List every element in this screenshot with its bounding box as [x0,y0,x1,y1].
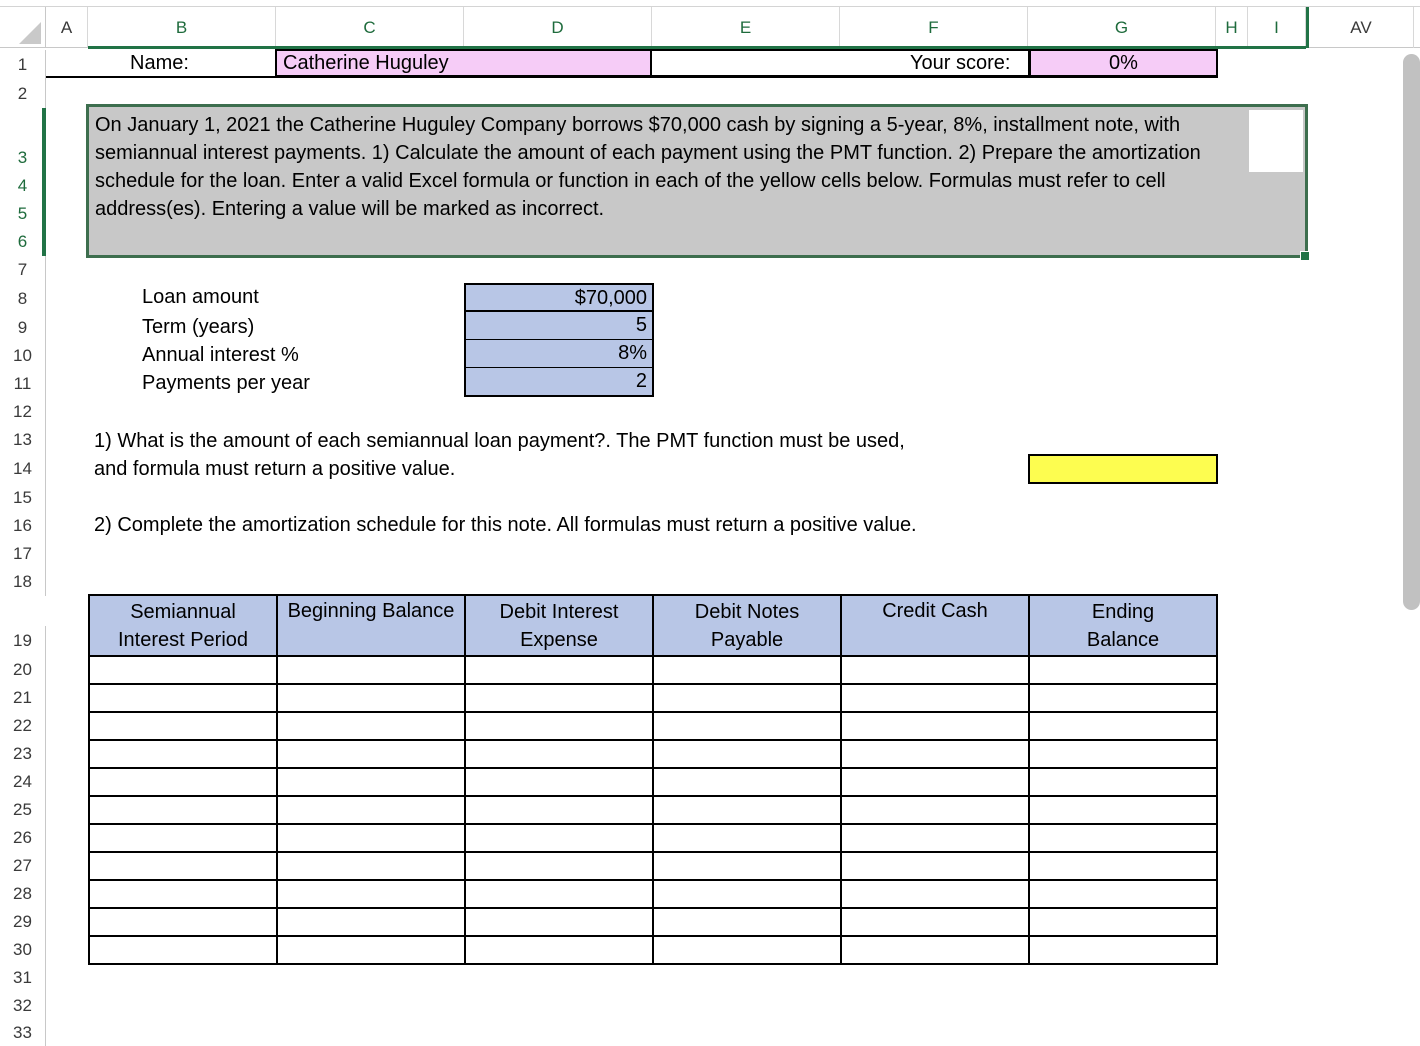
param-value-payments[interactable]: 2 [464,368,654,397]
row-header-4[interactable]: 4 [0,172,46,200]
table-cell[interactable] [89,824,277,852]
table-cell[interactable] [1029,796,1217,824]
column-header-av[interactable]: AV [1306,7,1414,48]
table-cell[interactable] [1029,936,1217,964]
table-cell[interactable] [277,936,465,964]
table-cell[interactable] [277,712,465,740]
header-interest-expense[interactable]: Debit Interest Expense [465,595,653,656]
header-semiannual-period[interactable]: Semiannual Interest Period [89,595,277,656]
row-header-21[interactable]: 21 [0,684,46,712]
table-cell[interactable] [1029,852,1217,880]
table-cell[interactable] [841,908,1029,936]
table-cell[interactable] [465,740,653,768]
row-header-11[interactable]: 11 [0,370,46,398]
table-cell[interactable] [1029,824,1217,852]
row-header-20[interactable]: 20 [0,656,46,684]
table-cell[interactable] [277,824,465,852]
table-cell[interactable] [89,852,277,880]
table-cell[interactable] [653,936,841,964]
problem-text: On January 1, 2021 the Catherine Huguley Company borrows $70,000 cash by signing a 5-year, 8%, installment note, with semiannual interest payments. 1) Calculate the amount of each payment using the PMT function. 2) Prepare the amortization schedule for the loan. Enter a valid Excel formula or function in each of the yellow cells below. Formulas must refer to cell address(es). Entering a value will be marked as incorrect. [95,114,1201,220]
table-row [89,740,1217,768]
table-cell[interactable] [841,936,1029,964]
table-cell[interactable] [653,768,841,796]
table-cell[interactable] [1029,740,1217,768]
table-cell[interactable] [89,740,277,768]
question-2: 2) Complete the amortization schedule for this note. All formulas must return a positive value. [94,514,917,536]
fill-handle[interactable] [1300,251,1310,261]
column-header-g[interactable]: G [1028,7,1216,48]
row-header-2[interactable]: 2 [0,80,46,108]
table-cell[interactable] [653,684,841,712]
table-cell[interactable] [841,796,1029,824]
row-header-23[interactable]: 23 [0,740,46,768]
score-cell[interactable]: 0% [1029,49,1218,77]
table-row [89,936,1217,964]
row-header-31[interactable]: 31 [0,964,46,992]
select-all-corner[interactable] [0,7,46,48]
table-cell[interactable] [465,656,653,684]
param-label-term: Term (years) [142,316,255,338]
row-header-3[interactable]: 3 [0,144,46,172]
row-header-15[interactable]: 15 [0,484,46,512]
table-cell[interactable] [841,684,1029,712]
table-row [89,684,1217,712]
question-1 [94,427,905,483]
row-header-33[interactable]: 33 [0,1020,46,1046]
table-cell[interactable] [1029,908,1217,936]
column-header-b[interactable]: B [88,7,276,48]
vertical-scrollbar-thumb[interactable] [1403,54,1420,610]
table-cell[interactable] [841,824,1029,852]
table-cell[interactable] [1029,684,1217,712]
column-header-f[interactable]: F [840,7,1028,48]
table-cell[interactable] [89,936,277,964]
param-value-loan-amount[interactable]: $70,000 [464,283,654,312]
table-cell[interactable] [465,768,653,796]
question-1-line-2: and formula must return a positive value. [94,458,456,480]
select-all-triangle-icon [19,22,41,44]
table-cell[interactable] [277,740,465,768]
table-cell[interactable] [89,656,277,684]
row-header-12[interactable]: 12 [0,398,46,426]
row-header-16[interactable]: 16 [0,512,46,540]
table-cell[interactable] [89,908,277,936]
table-row [89,908,1217,936]
row-header-28[interactable]: 28 [0,880,46,908]
row-header-32[interactable]: 32 [0,992,46,1020]
table-cell[interactable] [465,796,653,824]
table-cell[interactable] [841,768,1029,796]
row-header-9[interactable]: 9 [0,314,46,342]
column-header-d[interactable]: D [464,7,652,48]
table-cell[interactable] [653,908,841,936]
row-header-13[interactable]: 13 [0,426,46,454]
row-header-30[interactable]: 30 [0,936,46,964]
row-header-22[interactable]: 22 [0,712,46,740]
table-cell[interactable] [1029,656,1217,684]
table-cell[interactable] [89,796,277,824]
table-cell[interactable] [653,712,841,740]
row-header-5[interactable]: 5 [0,200,46,228]
param-label-payments: Payments per year [142,372,310,394]
table-cell[interactable] [653,824,841,852]
table-cell[interactable] [653,880,841,908]
column-header-c[interactable]: C [276,7,464,48]
table-row [89,852,1217,880]
table-row [89,796,1217,824]
header-notes-payable[interactable]: Debit Notes Payable [653,595,841,656]
param-label-interest: Annual interest % [142,344,299,366]
row-header-19[interactable]: 19 [0,626,46,656]
row-header-26[interactable]: 26 [0,824,46,852]
table-cell[interactable] [89,684,277,712]
table-row [89,768,1217,796]
row-header-17[interactable]: 17 [0,540,46,568]
table-cell[interactable] [653,656,841,684]
row-header-24[interactable]: 24 [0,768,46,796]
row-header-27[interactable]: 27 [0,852,46,880]
column-header-i[interactable]: I [1248,7,1306,48]
param-value-term[interactable]: 5 [464,312,654,341]
table-row [89,824,1217,852]
table-cell[interactable] [277,684,465,712]
score-label: Your score: [910,52,1011,74]
row-header-14[interactable]: 14 [0,454,46,484]
row-header-29[interactable]: 29 [0,908,46,936]
problem-statement-cell[interactable] [86,104,1308,258]
table-cell[interactable] [1029,880,1217,908]
table-cell[interactable] [277,768,465,796]
table-cell[interactable] [277,880,465,908]
table-cell[interactable] [841,852,1029,880]
row-header-7[interactable]: 7 [0,256,46,284]
column-header-a[interactable]: A [46,7,88,48]
row-header-25[interactable]: 25 [0,796,46,824]
table-cell[interactable] [841,880,1029,908]
payment-answer-cell[interactable] [1028,454,1218,484]
table-header-row [89,595,1217,656]
table-cell[interactable] [277,796,465,824]
table-cell[interactable] [841,656,1029,684]
table-cell[interactable] [277,852,465,880]
row-header-10[interactable]: 10 [0,342,46,370]
row-header-1[interactable]: 1 [0,50,46,80]
question-1-line-1: 1) What is the amount of each semiannual loan payment?. The PMT function must be used, [94,430,905,452]
table-cell[interactable] [465,908,653,936]
table-row [89,656,1217,684]
table-row [89,880,1217,908]
problem-blank-area [1249,110,1303,172]
table-cell[interactable] [89,712,277,740]
amortization-table [88,594,1218,965]
table-cell[interactable] [653,740,841,768]
name-cell[interactable]: Catherine Huguley [275,49,652,77]
header-beginning-balance[interactable]: Beginning Balance [277,595,465,656]
header-credit-cash[interactable]: Credit Cash [841,595,1029,656]
table-cell[interactable] [465,824,653,852]
table-cell[interactable] [89,768,277,796]
row-header-6[interactable]: 6 [0,228,46,256]
row1-bottom-border [46,76,1218,78]
table-cell[interactable] [653,852,841,880]
row-header-8[interactable]: 8 [0,284,46,314]
table-cell[interactable] [465,684,653,712]
table-cell[interactable] [465,880,653,908]
column-header-e[interactable]: E [652,7,840,48]
table-cell[interactable] [1029,712,1217,740]
table-cell[interactable] [1029,768,1217,796]
table-cell[interactable] [465,712,653,740]
table-cell[interactable] [841,740,1029,768]
table-cell[interactable] [465,852,653,880]
row-header-18[interactable]: 18 [0,568,46,596]
column-header-h[interactable]: H [1216,7,1248,48]
table-cell[interactable] [277,656,465,684]
row-selection-indicator [42,108,46,256]
column-header-bar [0,6,1420,48]
name-label: Name: [130,52,189,74]
table-cell[interactable] [841,712,1029,740]
table-row [89,712,1217,740]
table-cell[interactable] [653,796,841,824]
param-label-loan-amount: Loan amount [142,286,259,308]
table-cell[interactable] [89,880,277,908]
table-cell[interactable] [277,908,465,936]
param-value-interest[interactable]: 8% [464,340,654,369]
header-ending-balance[interactable]: Ending Balance [1029,595,1217,656]
table-cell[interactable] [465,936,653,964]
